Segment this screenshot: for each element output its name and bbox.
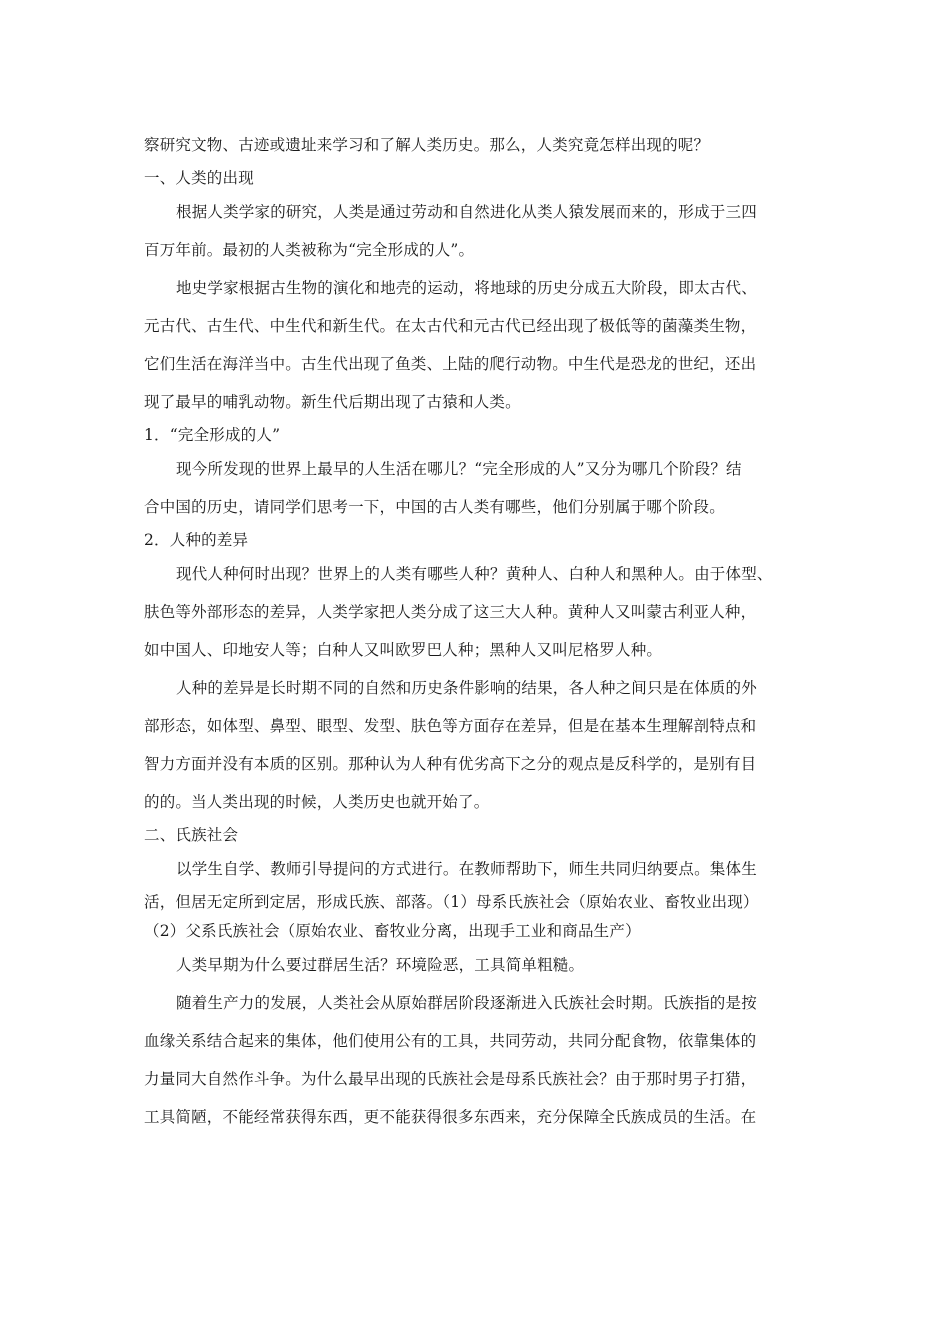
paragraph-line: 肤色等外部形态的差异，人类学家把人类分成了这三大人种。黄种人又叫蒙古利亚人种， [144, 603, 757, 621]
paragraph-line-indented: 现代人种何时出现？世界上的人类有哪些人种？黄种人、白种人和黑种人。由于体型、 [176, 565, 773, 583]
paragraph-line: 部形态，如体型、鼻型、眼型、发型、肤色等方面存在差异，但是在基本生理解剖特点和 [144, 717, 757, 735]
paragraph-line: 2．人种的差异 [144, 531, 249, 549]
paragraph-line: （2）父系氏族社会（原始农业、畜牧业分离，出现手工业和商品生产） [144, 922, 641, 940]
paragraph-line: 二、氏族社会 [144, 826, 239, 844]
paragraph-line: 1．“完全形成的人” [144, 426, 281, 444]
paragraph-line: 智力方面并没有本质的区别。那种认为人种有优劣高下之分的观点是反科学的，是别有目 [144, 755, 757, 773]
paragraph-line: 百万年前。最初的人类被称为“完全形成的人”。 [144, 241, 475, 259]
paragraph-line: 力量同大自然作斗争。为什么最早出现的氏族社会是母系氏族社会？由于那时男子打猎， [144, 1070, 757, 1088]
document-body [144, 126, 814, 1136]
paragraph-line: 的的。当人类出现的时候，人类历史也就开始了。 [144, 793, 490, 811]
paragraph-line-indented: 地史学家根据古生物的演化和地壳的运动，将地球的历史分成五大阶段，即太古代、 [176, 279, 757, 297]
paragraph-line: 血缘关系结合起来的集体，他们使用公有的工具，共同劳动，共同分配食物，依靠集体的 [144, 1032, 757, 1050]
paragraph-line: 现了最早的哺乳动物。新生代后期出现了古猿和人类。 [144, 393, 521, 411]
paragraph-line-indented: 人种的差异是长时期不同的自然和历史条件影响的结果，各人种之间只是在体质的外 [176, 679, 757, 697]
paragraph-line: 它们生活在海洋当中。古生代出现了鱼类、上陆的爬行动物。中生代是恐龙的世纪，还出 [144, 355, 757, 373]
paragraph-line: 活，但居无定所到定居，形成氏族、部落。（1）母系氏族社会（原始农业、畜牧业出现） [144, 893, 759, 911]
paragraph-line: 一、人类的出现 [144, 169, 254, 187]
paragraph-line: 如中国人、印地安人等；白种人又叫欧罗巴人种；黑种人又叫尼格罗人种。 [144, 641, 663, 659]
paragraph-line-indented: 以学生自学、教师引导提问的方式进行。在教师帮助下，师生共同归纳要点。集体生 [176, 860, 757, 878]
paragraph-line: 元古代、古生代、中生代和新生代。在太古代和元古代已经出现了极低等的菌藻类生物， [144, 317, 757, 335]
paragraph-line: 察研究文物、古迹或遗址来学习和了解人类历史。那么，人类究竟怎样出现的呢？ [144, 136, 710, 154]
paragraph-line-indented: 随着生产力的发展，人类社会从原始群居阶段逐渐进入氏族社会时期。氏族指的是按 [176, 994, 757, 1012]
paragraph-line-indented: 现今所发现的世界上最早的人生活在哪儿？“完全形成的人”又分为哪几个阶段？结 [176, 460, 742, 478]
paragraph-line-indented: 人类早期为什么要过群居生活？环境险恶，工具简单粗糙。 [176, 956, 585, 974]
paragraph-line-indented: 根据人类学家的研究，人类是通过劳动和自然进化从类人猿发展而来的，形成于三四 [176, 203, 757, 221]
paragraph-line: 合中国的历史，请同学们思考一下，中国的古人类有哪些，他们分别属于哪个阶段。 [144, 498, 725, 516]
paragraph-line: 工具简陋，不能经常获得东西，更不能获得很多东西来，充分保障全氏族成员的生活。在 [144, 1108, 757, 1126]
